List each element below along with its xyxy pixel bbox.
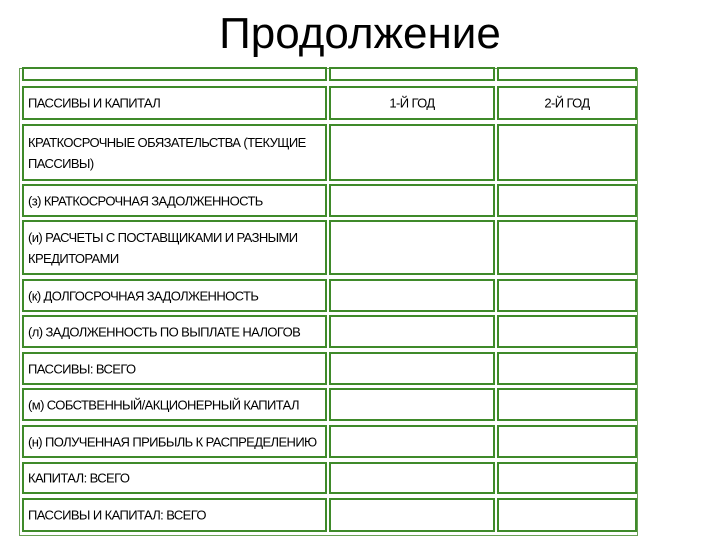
year-1-value-cell[interactable] [329, 279, 495, 312]
year-2-value-cell[interactable] [497, 124, 637, 181]
year-2-value-cell[interactable] [497, 352, 637, 385]
row-label-cell [22, 279, 327, 312]
table-row [20, 352, 637, 385]
year-2-value-cell[interactable] [497, 498, 637, 532]
row-label-cell [22, 425, 327, 458]
table-row [20, 498, 637, 532]
year-1-value-cell[interactable] [329, 425, 495, 458]
table-row [20, 220, 637, 275]
year-2-value-cell[interactable] [497, 315, 637, 348]
header-cell-liabilities-capital [22, 86, 327, 120]
year-1-value-cell[interactable] [329, 352, 495, 385]
row-label: (и) РАСЧЕТЫ С ПОСТАВЩИКАМИ И РАЗНЫМИ КРЕДИТОРАМИ [28, 229, 298, 266]
header-label: ПАССИВЫ И КАПИТАЛ [28, 95, 161, 111]
year-2-value-cell[interactable] [497, 220, 637, 275]
year-2-value-cell[interactable] [497, 184, 637, 217]
cell-empty [22, 67, 327, 81]
row-label: (л) ЗАДОЛЖЕННОСТЬ ПО ВЫПЛАТЕ НАЛОГОВ [28, 324, 301, 339]
row-label: ПАССИВЫ: ВСЕГО [28, 361, 136, 376]
year-2-value-cell[interactable] [497, 462, 637, 494]
table-row [20, 462, 637, 494]
year-2-value-cell[interactable] [497, 425, 637, 458]
table-row [20, 184, 637, 217]
table-row [20, 124, 637, 181]
row-label: КРАТКОСРОЧНЫЕ ОБЯЗАТЕЛЬСТВА (ТЕКУЩИЕ ПАССИВЫ) [28, 134, 306, 171]
row-label-cell [22, 184, 327, 217]
year-1-value-cell[interactable] [329, 315, 495, 348]
row-label-cell [22, 462, 327, 494]
row-label-cell [22, 388, 327, 421]
year-1-value-cell[interactable] [329, 462, 495, 494]
row-label: (м) СОБСТВЕННЫЙ/АКЦИОНЕРНЫЙ КАПИТАЛ [28, 397, 299, 412]
table-row [20, 279, 637, 312]
table-row [20, 315, 637, 348]
row-label: (к) ДОЛГОСРОЧНАЯ ЗАДОЛЖЕННОСТЬ [28, 288, 259, 303]
table-row [20, 388, 637, 421]
row-label: (з) КРАТКОСРОЧНАЯ ЗАДОЛЖЕННОСТЬ [28, 193, 263, 208]
table-row [20, 425, 637, 458]
table-header-row [20, 86, 637, 120]
balance-table [19, 68, 638, 536]
row-label-cell [22, 498, 327, 532]
row-label-cell [22, 352, 327, 385]
year-1-value-cell[interactable] [329, 388, 495, 421]
row-label-cell [22, 220, 327, 275]
row-label: ПАССИВЫ И КАПИТАЛ: ВСЕГО [28, 507, 206, 523]
year-2-value-cell[interactable] [497, 279, 637, 312]
row-label: КАПИТАЛ: ВСЕГО [28, 470, 130, 486]
year-1-value-cell[interactable] [329, 124, 495, 181]
slide-title: Продолжение [219, 9, 501, 58]
table-row-cut-top [20, 67, 637, 81]
header-label: 2-Й ГОД [544, 95, 590, 111]
year-1-value-cell[interactable] [329, 184, 495, 217]
cell-empty [497, 67, 637, 81]
header-cell-year-1 [329, 86, 495, 120]
row-label-cell [22, 315, 327, 348]
cell-empty [329, 67, 495, 81]
year-1-value-cell[interactable] [329, 498, 495, 532]
header-label: 1-Й ГОД [389, 95, 435, 111]
row-label: (н) ПОЛУЧЕННАЯ ПРИБЫЛЬ К РАСПРЕДЕЛЕНИЮ [28, 434, 317, 449]
year-1-value-cell[interactable] [329, 220, 495, 275]
row-label-cell [22, 124, 327, 181]
year-2-value-cell[interactable] [497, 388, 637, 421]
header-cell-year-2 [497, 86, 637, 120]
